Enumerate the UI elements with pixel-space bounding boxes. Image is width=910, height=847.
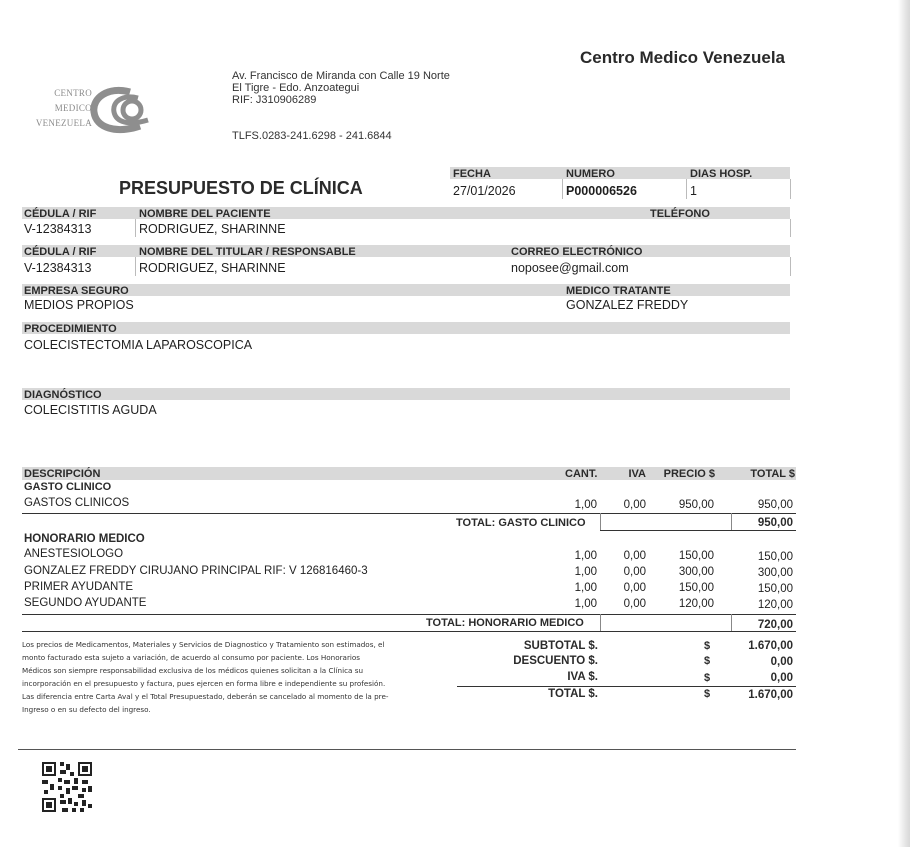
holder-bar <box>22 245 790 257</box>
patient-id: V-12384313 <box>24 222 92 236</box>
item-total: 120,00 <box>757 599 793 611</box>
item-iva: 0,00 <box>623 598 646 610</box>
group-name: HONORARIO MEDICO <box>24 533 145 545</box>
note-line: Ingreso o en su defecto del ingreso. <box>22 705 151 714</box>
total-currency: $ <box>704 688 711 700</box>
note-line: Las diferencia entre Carta Aval y el Total Presupuestado, deberán se cancelado al momento de la pre- <box>22 692 389 701</box>
item-cant: 1,00 <box>574 550 597 562</box>
total-value: 1.670,00 <box>748 689 793 701</box>
discount-value: 0,00 <box>770 656 793 668</box>
fecha-label: FECHA <box>453 168 491 180</box>
item-precio: 300,00 <box>678 566 714 578</box>
item-cant: 1,00 <box>574 566 597 578</box>
holder-name-label: NOMBRE DEL TITULAR / RESPONSABLE <box>139 246 356 258</box>
item-iva: 0,00 <box>623 499 646 511</box>
group-total-label: TOTAL: GASTO CLINICO <box>456 517 586 529</box>
item-iva: 0,00 <box>623 582 646 594</box>
patient-id-label: CÉDULA / RIF <box>24 208 97 220</box>
item-iva: 0,00 <box>623 566 646 578</box>
dias-value: 1 <box>690 184 697 198</box>
insurance-bar <box>22 284 790 296</box>
holder-email: noposee@gmail.com <box>511 261 629 275</box>
item-precio: 120,00 <box>678 598 714 610</box>
diagnosis-label: DIAGNÓSTICO <box>24 389 102 401</box>
group-name: GASTO CLINICO <box>24 481 112 493</box>
logo-line-3: VENEZUELA <box>35 118 92 128</box>
subtotal-currency: $ <box>704 640 711 652</box>
item-total: 150,00 <box>757 551 793 563</box>
procedure-label: PROCEDIMIENTO <box>24 323 117 335</box>
address-line-3: RIF: J310906289 <box>232 94 317 106</box>
iva-label: IVA $. <box>567 671 598 683</box>
group-total-value: 720,00 <box>757 619 793 631</box>
item-iva: 0,00 <box>623 550 646 562</box>
clinic-name: Centro Medico Venezuela <box>580 48 785 67</box>
note-line: Los precios de Medicamentos, Materiales y Servicios de Diagnostico y Tratamiento son estimados, el <box>22 640 385 649</box>
patient-name-label: NOMBRE DEL PACIENTE <box>139 208 271 220</box>
col-precio-header: PRECIO $ <box>663 468 715 480</box>
numero-value: P000006526 <box>566 184 637 198</box>
note-line: Médicos son siempre responsabilidad exclusiva de los médicos quienes solicitan a la Clínica su <box>22 666 364 675</box>
insurance-value: MEDIOS PROPIOS <box>24 298 134 312</box>
note-line: monto facturado esta sujeto a variación, de acuerdo al consumo por paciente. Los Honorarios <box>22 653 361 662</box>
group-total-label: TOTAL: HONORARIO MEDICO <box>426 617 584 629</box>
col-cant-header: CANT. <box>565 468 598 480</box>
item-total: 300,00 <box>757 567 793 579</box>
address-line-1: Av. Francisco de Miranda con Calle 19 Norte <box>232 70 450 82</box>
col-iva-header: IVA <box>628 468 646 480</box>
logo-line-2: MEDICO <box>54 103 92 113</box>
fecha-value: 27/01/2026 <box>453 184 516 198</box>
qr-code-icon <box>42 762 92 812</box>
item-total: 950,00 <box>757 499 793 511</box>
item-desc: GASTOS CLINICOS <box>24 497 130 509</box>
insurance-label: EMPRESA SEGURO <box>24 285 129 297</box>
discount-currency: $ <box>704 655 711 667</box>
doctor-value: GONZALEZ FREDDY <box>566 298 689 312</box>
diagnosis-bar <box>22 388 790 400</box>
holder-id-label: CÉDULA / RIF <box>24 246 97 258</box>
clinic-logo <box>22 80 172 140</box>
diagnosis-value: COLECISTITIS AGUDA <box>24 403 157 417</box>
patient-phone-label: TELÉFONO <box>650 208 710 220</box>
clinic-address <box>232 70 450 106</box>
subtotal-label: SUBTOTAL $. <box>523 640 598 652</box>
page-edge-shadow <box>898 0 910 847</box>
item-cant: 1,00 <box>574 499 597 511</box>
subtotal-value: 1.670,00 <box>748 640 793 652</box>
col-desc-header: DESCRIPCIÓN <box>24 468 101 480</box>
item-precio: 150,00 <box>678 582 714 594</box>
total-label: TOTAL $. <box>548 688 598 700</box>
holder-name: RODRIGUEZ, SHARINNE <box>139 261 286 275</box>
item-desc: GONZALEZ FREDDY CIRUJANO PRINCIPAL RIF: V 126816460-3 <box>24 565 368 577</box>
clinic-phones: TLFS.0283-241.6298 - 241.6844 <box>232 130 392 142</box>
item-total: 150,00 <box>757 583 793 595</box>
numero-label: NUMERO <box>566 168 615 180</box>
item-cant: 1,00 <box>574 598 597 610</box>
iva-currency: $ <box>704 672 711 684</box>
logo-line-1: CENTRO <box>54 88 92 98</box>
item-desc: PRIMER AYUDANTE <box>24 581 134 593</box>
holder-email-label: CORREO ELECTRÓNICO <box>511 246 643 258</box>
col-total-header: TOTAL $ <box>750 468 795 480</box>
holder-id: V-12384313 <box>24 261 92 275</box>
note-line: incorporación en el presupuesto y factura, pues ejercen en forma libre e independiente su profesión. <box>22 679 386 688</box>
address-line-2: El Tigre - Edo. Anzoategui <box>232 82 360 94</box>
item-desc: SEGUNDO AYUDANTE <box>24 597 147 609</box>
group-total-value: 950,00 <box>757 517 793 529</box>
patient-name: RODRIGUEZ, SHARINNE <box>139 222 286 236</box>
dias-label: DIAS HOSP. <box>690 168 753 180</box>
iva-value: 0,00 <box>770 672 793 684</box>
item-precio: 150,00 <box>678 550 714 562</box>
item-cant: 1,00 <box>574 582 597 594</box>
disclaimer-text <box>22 638 389 716</box>
procedure-value: COLECISTECTOMIA LAPAROSCOPICA <box>24 338 253 352</box>
document-title: PRESUPUESTO DE CLÍNICA <box>119 178 363 198</box>
item-desc: ANESTESIOLOGO <box>24 548 124 560</box>
item-precio: 950,00 <box>678 499 714 511</box>
procedure-bar <box>22 322 790 334</box>
doctor-label: MEDICO TRATANTE <box>566 285 671 297</box>
discount-label: DESCUENTO $. <box>513 655 598 667</box>
